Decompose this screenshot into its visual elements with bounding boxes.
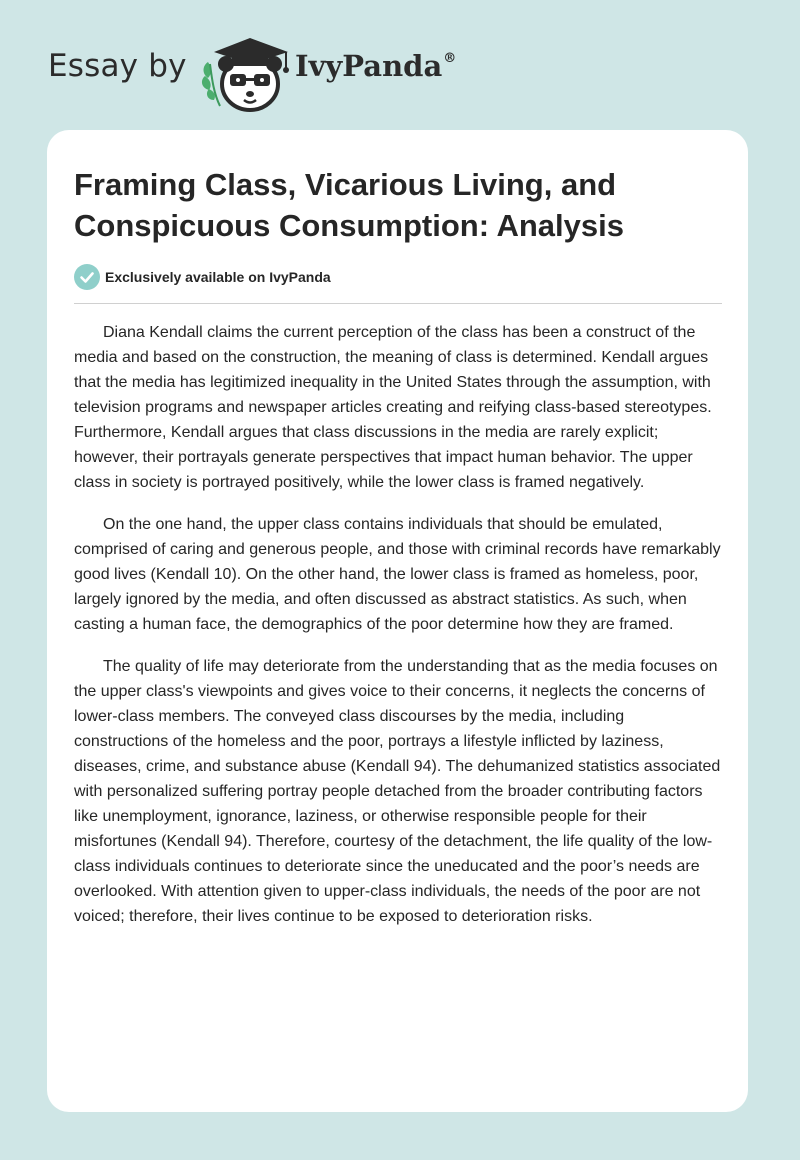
- exclusive-badge: [74, 264, 331, 290]
- check-circle-icon: [74, 264, 100, 290]
- registered-mark: ®: [443, 51, 457, 66]
- essay-card: [47, 130, 748, 1112]
- paragraph: Diana Kendall claims the current perception of the class has been a construct of the media and based on the construction, the meaning of class is determined. Kendall argues that the media has legitimized inequality in the United States through the assumption, with television programs and newspaper articles creating and reifying class-based stereotypes. Furthermore, Kendall argues that class discussions in the media are rarely explicit; however, their portrayals generate perspectives that impact human behavior. The upper class in society is portrayed positively, while the lower class is framed negatively.: [74, 324, 712, 491]
- exclusive-label: Exclusively available on IvyPanda: [105, 269, 331, 285]
- divider: [74, 303, 722, 304]
- paragraph: On the one hand, the upper class contains individuals that should be emulated, comprised of caring and generous people, and those with criminal records have remarkably good lives (Kendall 10). On the other hand, the lower class is framed as homeless, poor, largely ignored by the media, and often discussed as abstract statistics. As such, when casting a human face, the demographics of the poor determine how they are framed.: [74, 516, 721, 633]
- site-header: [48, 34, 568, 114]
- page-title: Framing Class, Vicarious Living, and Conspicuous Consumption: Analysis: [74, 167, 624, 243]
- panda-graduate-icon: [200, 34, 292, 114]
- brand-name: [295, 49, 456, 83]
- essay-by-label: Essay by: [48, 48, 187, 84]
- essay-body: [74, 320, 722, 946]
- paragraph: The quality of life may deteriorate from the understanding that as the media focuses on the upper class's viewpoints and gives voice to their concerns, it neglects the concerns of lower-class members. The conveyed class discourses by the media, including constructions of the homeless and the poor, portrays a lifestyle inflicted by laziness, diseases, crime, and substance abuse (Kendall 94). The dehumanized statistics associated with personalized suffering portray people detached from the broader contributing factors like unemployment, ignorance, laziness, or otherwise responsible people for their misfortunes (Kendall 94). Therefore, courtesy of the detachment, the life quality of the low-class individuals continues to deteriorate since the uneducated and the poor’s needs are overlooked. With attention given to upper-class individuals, the needs of the poor are not voiced; therefore, their lives continue to be exposed to deterioration risks.: [74, 658, 721, 925]
- brand-name-text: IvyPanda: [295, 49, 443, 83]
